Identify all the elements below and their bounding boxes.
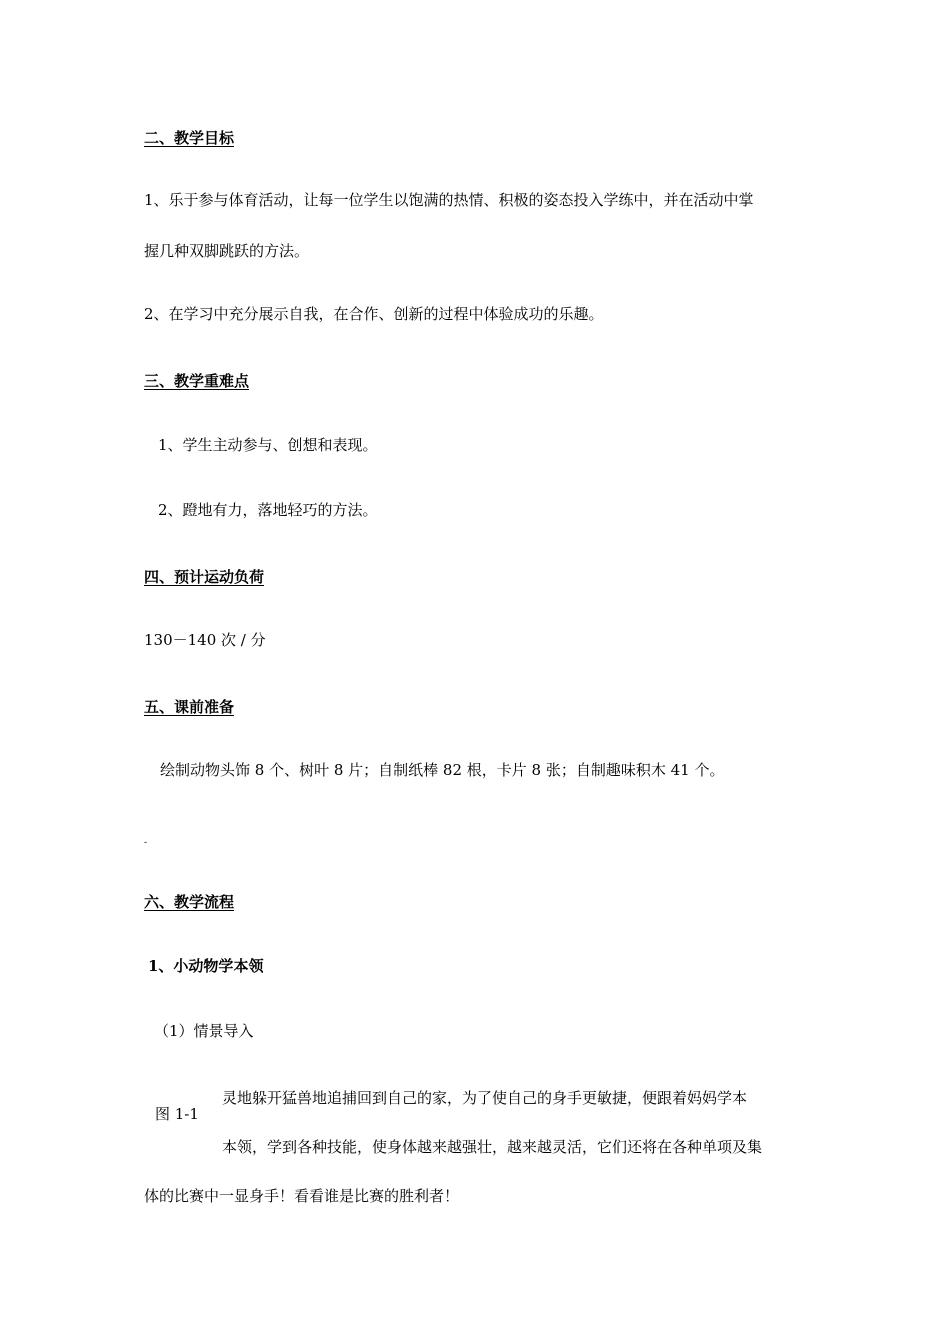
figure-label: 图 1-1: [155, 1105, 199, 1123]
flow-subheading-1-1: （1）情景导入: [154, 1022, 254, 1040]
section-heading-key-points: 三、教学重难点: [144, 372, 250, 390]
goal-item-1-line-1: 1、乐于参与体育活动，让每一位学生以饱满的热情、积极的姿态投入学练中，并在活动中掌: [144, 191, 754, 209]
paragraph-line-2: 本领，学到各种技能，使身体越来越强壮，越来越灵活，它们还将在各种单项及集: [222, 1138, 763, 1156]
key-point-item-2: 2、蹬地有力，落地轻巧的方法。: [158, 501, 378, 519]
key-point-item-1: 1、学生主动参与、创想和表现。: [158, 436, 378, 454]
paragraph-line-1: 灵地躲开猛兽地追捕回到自己的家，为了使自己的身手更敏捷，便跟着妈妈学本: [222, 1089, 748, 1107]
goal-item-1-line-2: 握几种双脚跳跃的方法。: [144, 242, 310, 260]
exercise-load-value: 130－140 次 / 分: [144, 631, 266, 649]
section-heading-teaching-goals: 二、教学目标: [144, 129, 235, 147]
section-heading-teaching-flow: 六、教学流程: [144, 893, 235, 911]
section-heading-preparation: 五、课前准备: [144, 698, 235, 716]
stray-mark: -: [144, 838, 148, 848]
paragraph-line-3: 体的比赛中一显身手！看看谁是比赛的胜利者！: [144, 1187, 460, 1205]
goal-item-2: 2、在学习中充分展示自我，在合作、创新的过程中体验成功的乐趣。: [144, 305, 604, 323]
flow-subheading-1: 1、小动物学本领: [148, 957, 264, 975]
section-heading-exercise-load: 四、预计运动负荷: [144, 568, 265, 586]
preparation-text: 绘制动物头饰 8 个、树叶 8 片；自制纸棒 82 根，卡片 8 张；自制趣味积木 41 个。: [160, 761, 725, 779]
